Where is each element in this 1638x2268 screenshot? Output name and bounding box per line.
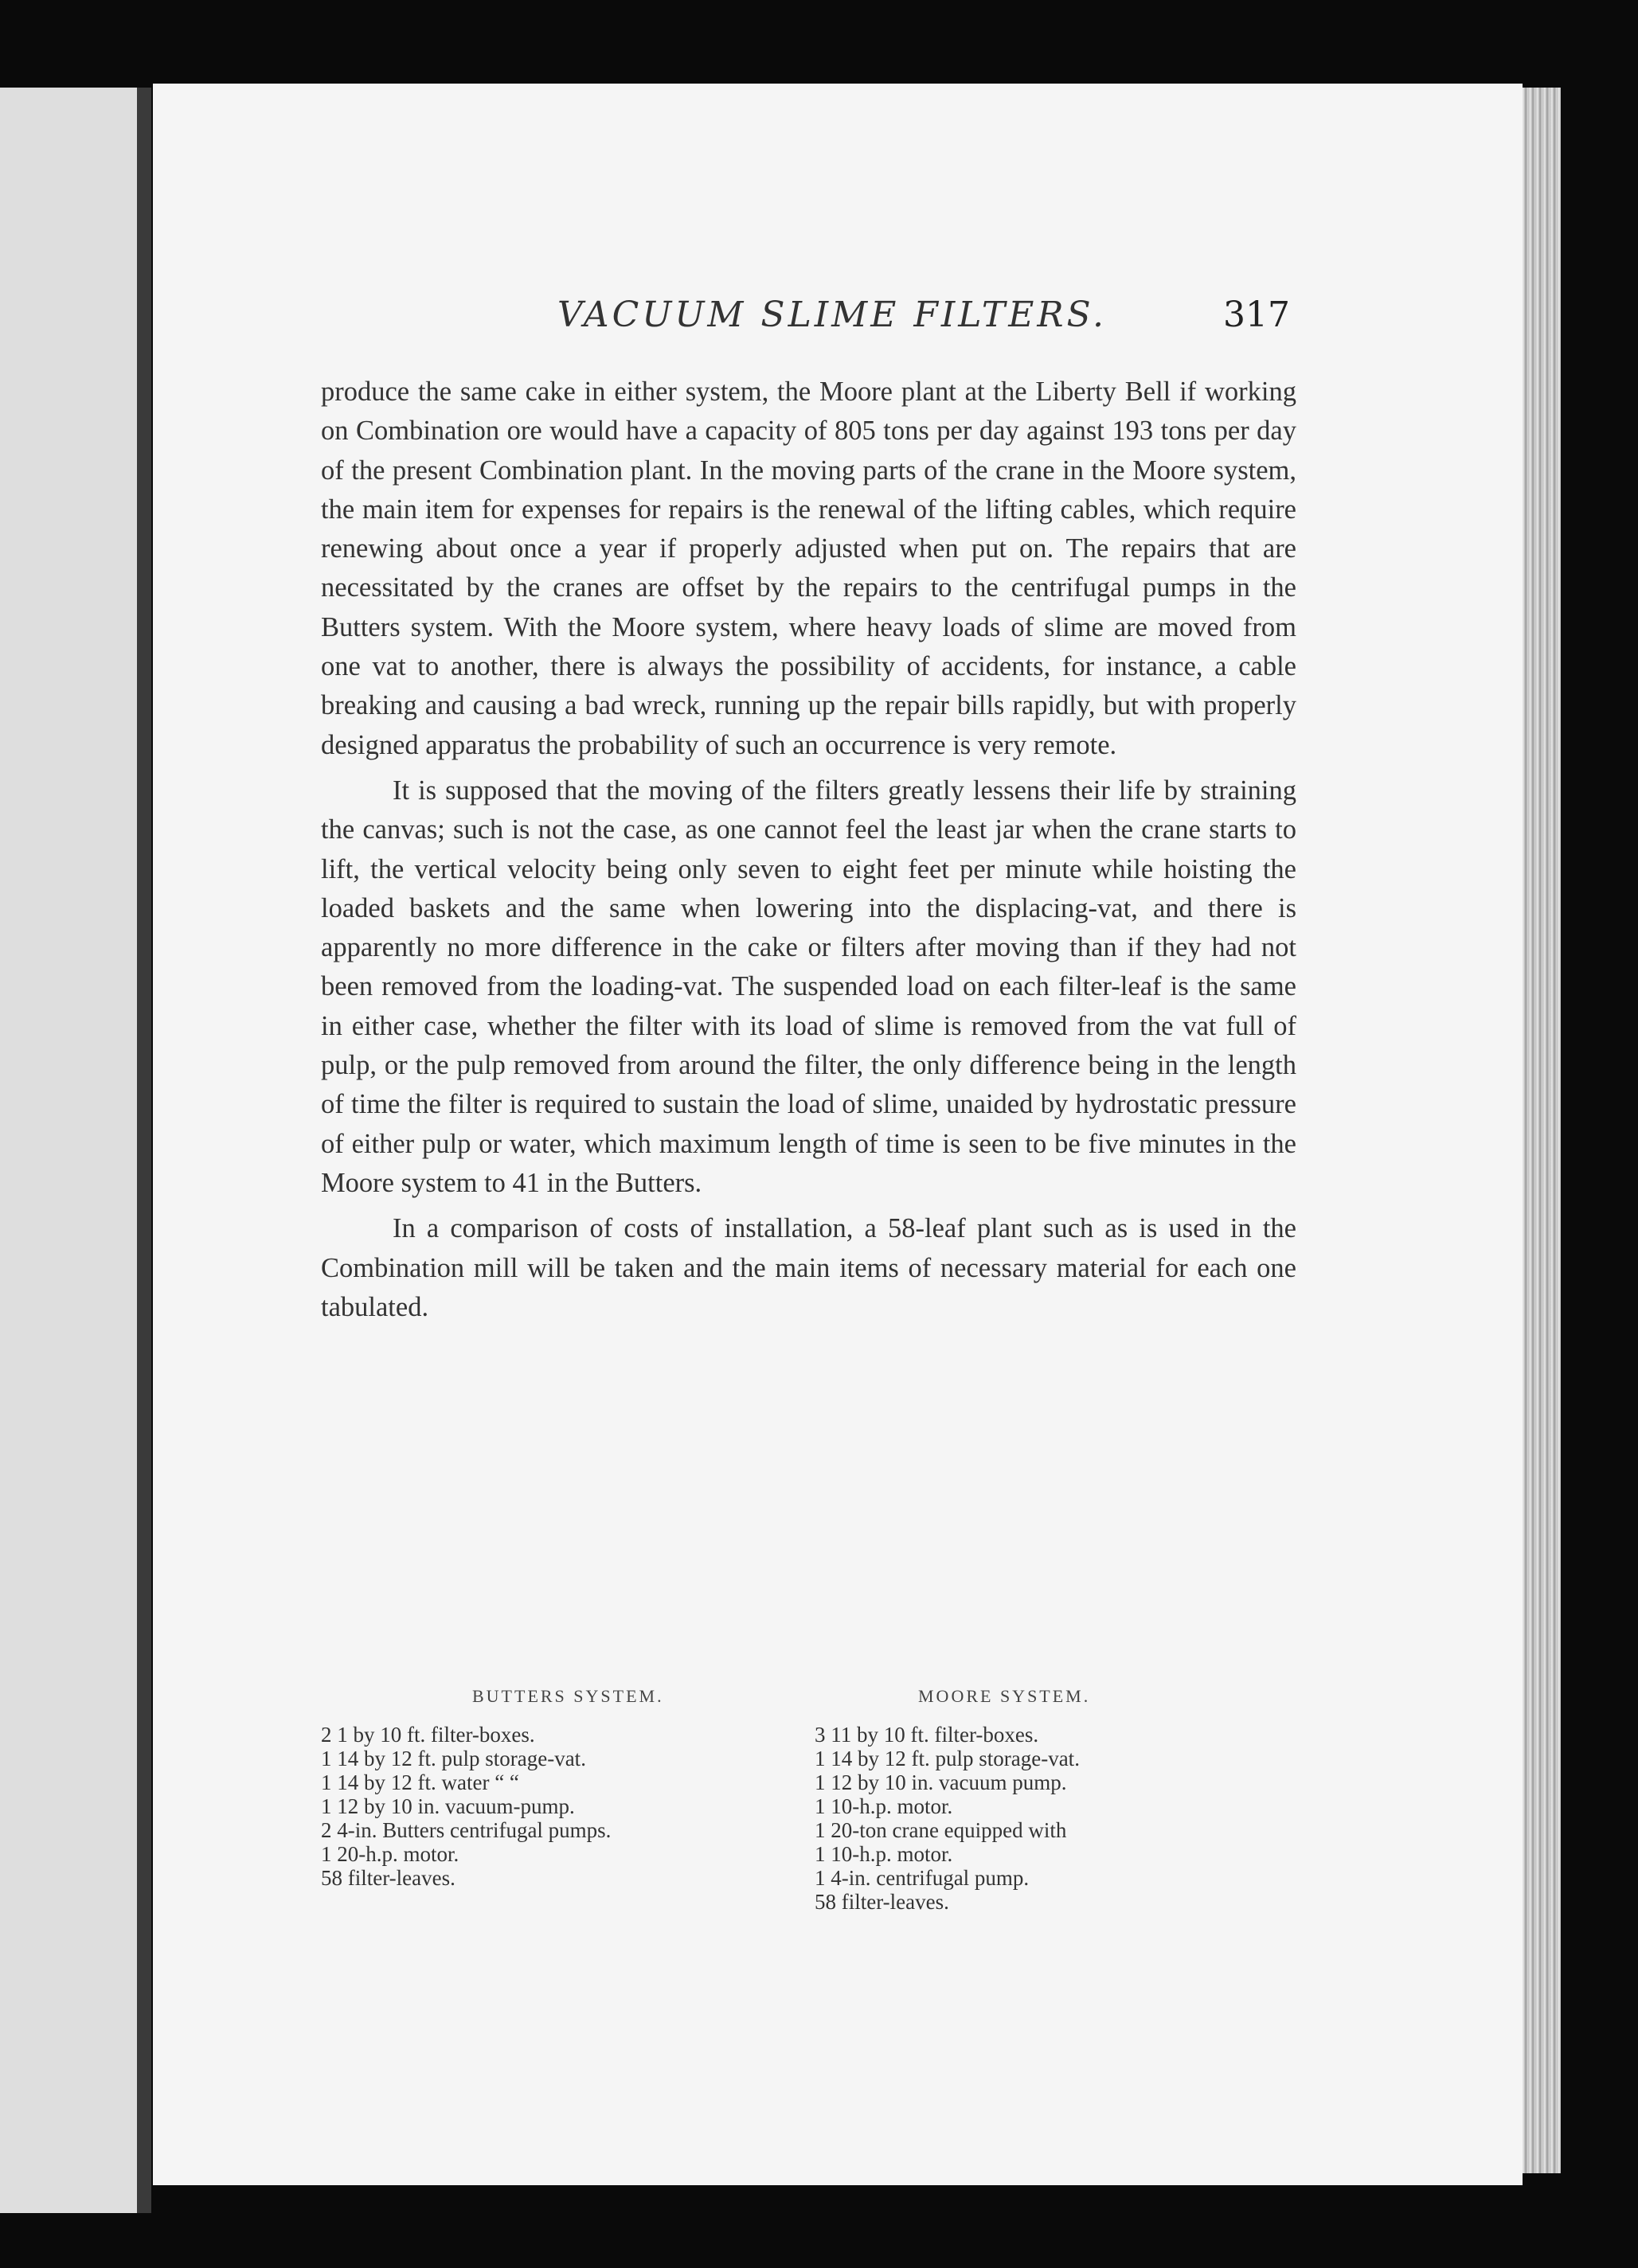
moore-system-column — [815, 1686, 1308, 1914]
list-item: 1 20-h.p. motor. — [321, 1842, 459, 1866]
butters-system-column — [321, 1686, 783, 1890]
page-header — [557, 295, 1290, 350]
body-text — [321, 373, 1296, 1327]
list-item: 1 4-in. centrifugal pump. — [815, 1866, 1030, 1890]
list-item: 58 filter-leaves. — [815, 1890, 949, 1914]
running-head: VACUUM SLIME FILTERS. — [557, 295, 1108, 335]
page-stack-edge — [1521, 88, 1561, 2173]
page-number: 317 — [1223, 295, 1290, 335]
list-item: 1 10-h.p. motor. — [815, 1842, 953, 1866]
list-item: 1 14 by 12 ft. pulp storage-vat. — [321, 1747, 586, 1770]
list-item: 1 20-ton crane equipped with — [815, 1818, 1067, 1842]
list-item: 2 1 by 10 ft. filter-boxes. — [321, 1723, 535, 1747]
facing-page-edge — [0, 88, 147, 2213]
book-spine — [137, 88, 151, 2213]
list-item: 1 14 by 12 ft. pulp storage-vat. — [815, 1747, 1080, 1770]
list-item: 1 14 by 12 ft. water “ “ — [321, 1770, 519, 1794]
list-item: 1 12 by 10 in. vacuum pump. — [815, 1770, 1067, 1794]
list-item: 3 11 by 10 ft. filter-boxes. — [815, 1723, 1039, 1747]
paragraph-1: produce the same cake in either system, the Moore plant at the Liberty Bell if working on Combination ore would have a capacity of 805 tons per day against 193 tons per day of the present Combination plant. In the moving parts of the crane in the Moore system, the main item for expenses for repairs is the renewal of the lifting cables, which require renewing about once a year if properly adjusted when put on. The repairs that are necessitated by the cranes are offset by the repairs to the centrifugal pumps in the Butters system. With the Moore system, where heavy loads of slime are moved from one vat to another, there is always the possibility of accidents, for instance, a cable breaking and causing a bad wreck, running up the repair bills rapidly, but with properly designed apparatus the probability of such an occurrence is very remote. — [321, 377, 1296, 760]
paragraph-3: In a comparison of costs of installation, a 58-leaf plant such as is used in the Combination mill will be taken and the main items of necessary material for each one tabulated. — [321, 1213, 1296, 1322]
list-item: 1 12 by 10 in. vacuum-pump. — [321, 1794, 575, 1818]
moore-system-heading: MOORE SYSTEM. — [918, 1686, 1091, 1706]
butters-system-heading: BUTTERS SYSTEM. — [472, 1686, 664, 1706]
paragraph-2: It is supposed that the moving of the filters greatly lessens their life by straining the canvas; such is not the case, as one cannot feel the least jar when the crane starts to lift, the vertical velocity being only seven to eight feet per minute while hoisting the loaded baskets and the same when lowering into the displacing-vat, and there is apparently no more difference in the cake or filters after moving than if they had not been removed from the loading-vat. The suspended load on each filter-leaf is the same in either case, whether the filter with its load of slime is removed from the vat full of pulp, or the pulp removed from around the filter, the only difference being in the length of time the filter is required to sustain the load of slime, unaided by hydrostatic pressure of either pulp or water, which maximum length of time is seen to be five minutes in the Moore system to 41 in the Butters. — [321, 775, 1296, 1198]
list-item: 1 10-h.p. motor. — [815, 1794, 953, 1818]
list-item: 2 4-in. Butters centrifugal pumps. — [321, 1818, 612, 1842]
list-item: 58 filter-leaves. — [321, 1866, 455, 1890]
